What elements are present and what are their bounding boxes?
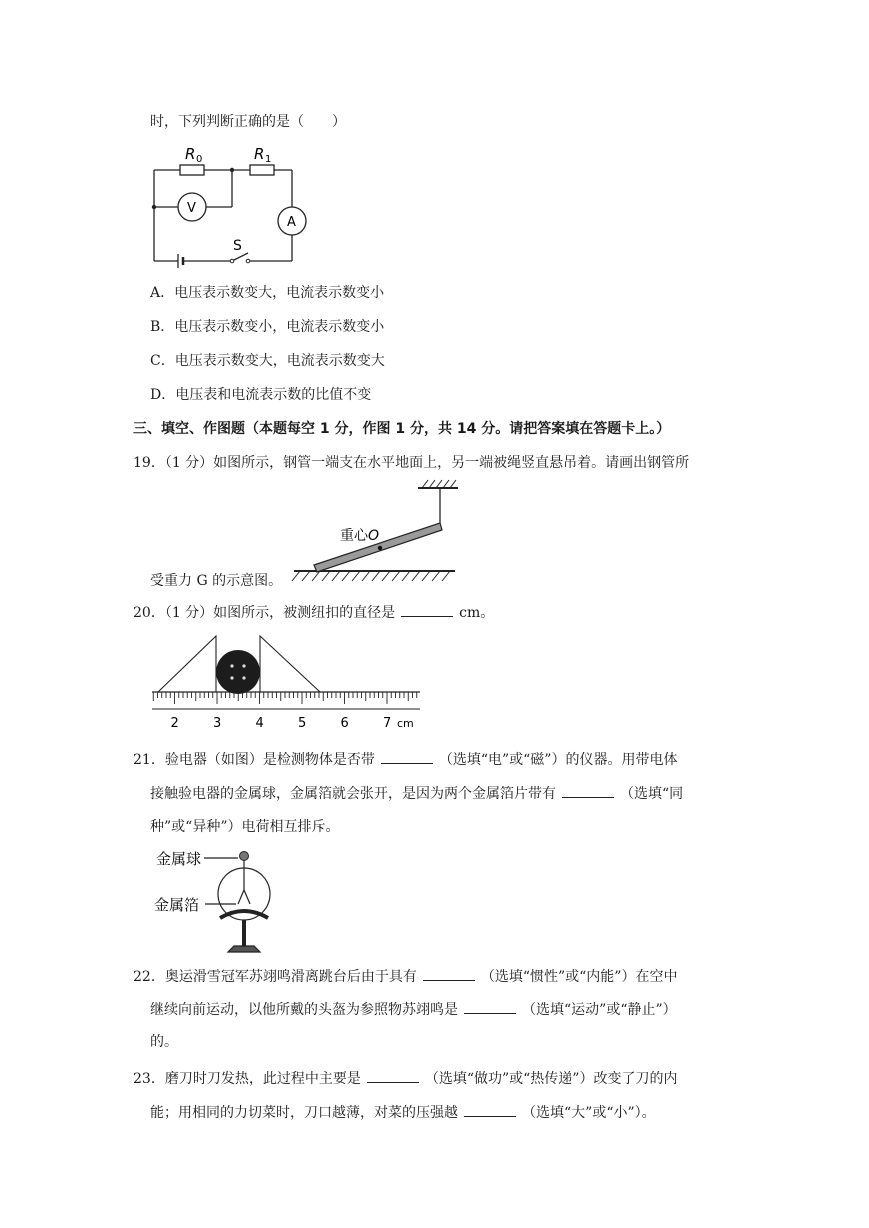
answer-blank[interactable] xyxy=(367,1068,419,1083)
q23-line2-a: 能；用相同的力切菜时，刀口越薄，对菜的压强越 xyxy=(150,1105,458,1121)
ruler-tick-label: 6 xyxy=(340,716,349,731)
option-b: B．电压表示数变小，电流表示数变小 xyxy=(150,319,385,335)
q23-line1-b: （选填“做功”或“热传递”）改变了刀的内 xyxy=(424,1071,678,1087)
q21-line1-b: （选填“电”或“磁”）的仪器。用带电体 xyxy=(438,752,678,768)
ruler-tick-label: 7 xyxy=(383,716,392,731)
q21-line2-b: （选填“同 xyxy=(620,786,684,802)
q21-text-line2 xyxy=(150,783,683,804)
q22-text-line2 xyxy=(150,999,677,1020)
q23-text-line1 xyxy=(133,1068,677,1089)
ruler-tick-label: 3 xyxy=(213,716,222,731)
answer-blank[interactable] xyxy=(401,602,453,617)
ruler-tick-label: 5 xyxy=(298,716,307,731)
electroscope-figure xyxy=(150,846,280,956)
option-d: D．电压表和电流表示数的比值不变 xyxy=(150,387,372,403)
answer-blank[interactable] xyxy=(381,749,433,764)
answer-blank[interactable] xyxy=(464,999,516,1014)
voltmeter-label: V xyxy=(187,201,196,216)
center-of-gravity-label: 重心O xyxy=(340,528,380,544)
q19-text-line1: 19．（1 分）如图所示，钢管一端支在水平地面上，另一端被绳竖直悬吊着。请画出钢管所 xyxy=(133,455,690,471)
ruler-tick-label: 2 xyxy=(170,716,179,731)
question-text: 时，下列判断正确的是（ ） xyxy=(150,114,346,130)
q22-line1-a: 22．奥运滑雪冠军苏翊鸣滑离跳台后由于具有 xyxy=(133,969,417,985)
q22-text-line3: 的。 xyxy=(150,1034,178,1050)
q20-text xyxy=(133,602,494,623)
circuit-diagram xyxy=(140,140,320,275)
q23-line1-a: 23．磨刀时刀发热，此过程中主要是 xyxy=(133,1071,361,1087)
q22-text-line1 xyxy=(133,966,677,987)
q23-line2-b: （选填“大”或“小”）。 xyxy=(522,1105,656,1121)
q21-text-line1 xyxy=(133,749,677,770)
q22-line1-b: （选填“惯性”或“内能”）在空中 xyxy=(480,969,678,985)
r0-sub: 0 xyxy=(196,154,203,165)
ruler-unit-label: cm xyxy=(397,717,414,730)
ruler-tick-label: 4 xyxy=(255,716,264,731)
answer-blank[interactable] xyxy=(562,783,614,798)
steel-pipe-figure xyxy=(290,480,465,590)
r1-label: R xyxy=(254,145,265,163)
q21-line2-a: 接触验电器的金属球，金属箔就会张开，是因为两个金属箔片带有 xyxy=(150,786,556,802)
option-c: C．电压表示数变大，电流表示数变大 xyxy=(150,353,385,369)
q22-line2-a: 继续向前运动，以他所戴的头盔为参照物苏翊鸣是 xyxy=(150,1002,458,1018)
q21-line1-a: 21．验电器（如图）是检测物体是否带 xyxy=(133,752,375,768)
ruler-button-figure xyxy=(150,632,425,732)
q20-prefix: 20．（1 分）如图所示，被测纽扣的直径是 xyxy=(133,605,396,621)
r0-label: R xyxy=(185,145,196,163)
switch-label: S xyxy=(233,238,242,254)
q20-suffix: cm。 xyxy=(459,605,495,621)
answer-blank[interactable] xyxy=(423,966,475,981)
section-title: 三、填空、作图题（本题每空 1 分，作图 1 分，共 14 分。请把答案填在答题卡上。） xyxy=(133,421,671,437)
ammeter-label: A xyxy=(287,215,296,230)
r1-sub: 1 xyxy=(265,154,272,165)
q23-text-line2 xyxy=(150,1102,656,1123)
metal-ball-label: 金属球 xyxy=(156,850,202,868)
metal-foil-label: 金属箔 xyxy=(154,896,200,914)
q21-text-line3: 种”或“异种”）电荷相互排斥。 xyxy=(150,819,340,835)
q19-text-line2: 受重力 G 的示意图。 xyxy=(150,573,283,589)
q22-line2-b: （选填“运动”或“静止”） xyxy=(522,1002,677,1018)
option-a: A．电压表示数变大，电流表示数变小 xyxy=(150,285,385,301)
answer-blank[interactable] xyxy=(464,1102,516,1117)
